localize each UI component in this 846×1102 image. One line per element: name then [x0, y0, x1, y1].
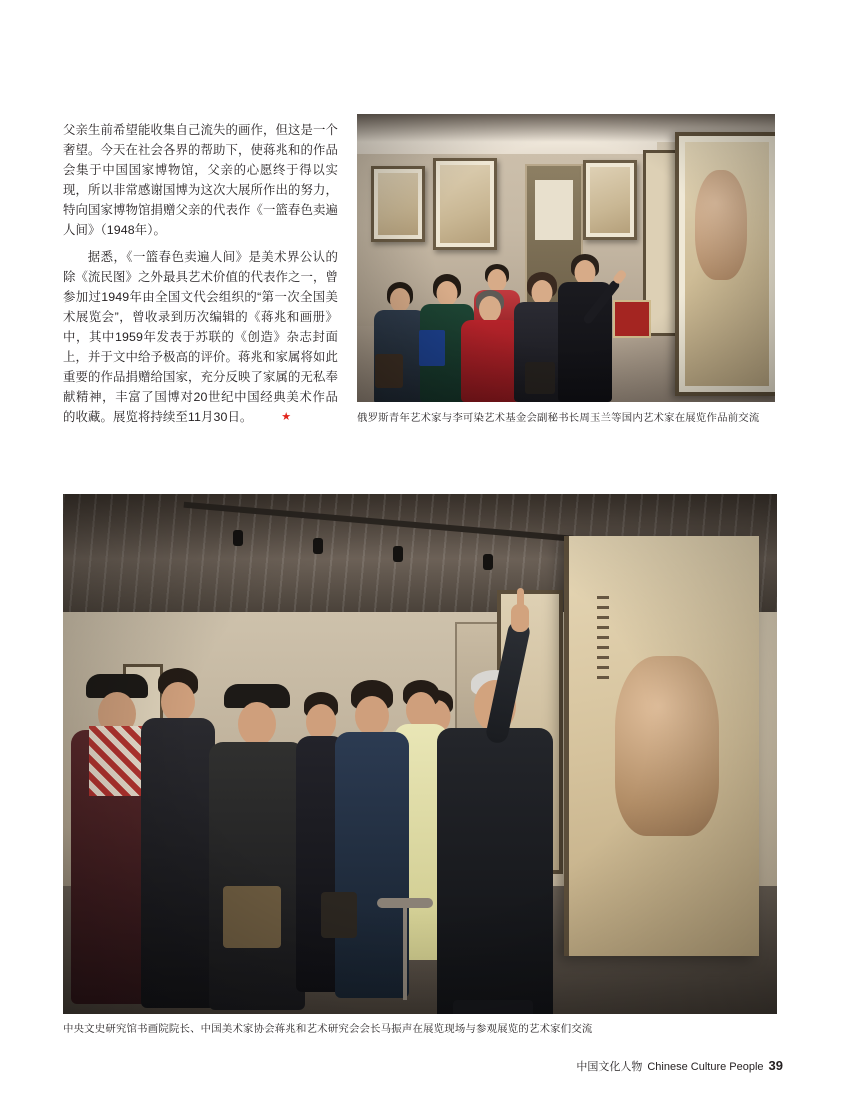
artwork-figure [695, 170, 747, 280]
visitor-head [488, 269, 507, 292]
figure-bottom-photo [63, 494, 777, 1014]
article-paragraph-2-text: 据悉，《一篮春色卖遍人间》是美术界公认的除《流民图》之外最具艺术价值的代表作之一，曾参加过1949年由全国文代会组织的“第一次全国美术展览会”，曾收录到历次编辑的《蒋兆和画册》中，其中1959年发表于苏联的《创造》杂志封面上，并于文中给予极高的评价。蒋兆和家属将如此重要的作品捐赠给国家，充分反映了家属的无私奉献精神，丰富了国博对20世纪中国经典美术作品的收藏。展览将持续至11月30日。 [63, 249, 338, 425]
figure-bottom-caption: 中央文史研究馆书画院院长、中国美术家协会蒋兆和艺术研究会会长马振声在展览现场与参观展览的艺术家们交流 [63, 1024, 593, 1035]
page-footer [576, 1058, 783, 1074]
spotlight-icon [313, 538, 323, 554]
page-number: 39 [768, 1058, 783, 1073]
article-end-mark: ★ [281, 411, 292, 424]
gallery-red-panel [613, 300, 651, 338]
artwork-frame-large [675, 132, 775, 396]
speaker-body [437, 728, 553, 1014]
exhibit-stanchion [403, 904, 407, 1000]
visitor-body [141, 718, 215, 1008]
speaker-hand [511, 604, 529, 632]
bottom-photo-scene [63, 494, 777, 1014]
artwork-calligraphy [597, 596, 609, 686]
article-paragraph-1: 父亲生前希望能收集自己流失的画作，但这是一个奢望。今天在社会各界的帮助下，使蒋兆和的作品会集于中国国家博物馆，父亲的心愿终于得以实现，所以非常感谢国博为这次大展所作出的努力，特向国家博物馆捐赠父亲的代表作《一篮春色卖遍人间》（1948年）。 [63, 123, 338, 238]
visitor-head [390, 288, 410, 312]
shoulder-bag [223, 886, 281, 948]
visitor-head [479, 296, 501, 322]
footer-publication-cn: 中国文化人物 [576, 1061, 643, 1073]
visitor-head [406, 692, 436, 728]
visitor-figure [209, 684, 305, 1010]
figure-top-caption: 俄罗斯青年艺术家与李可染艺术基金会副秘书长周玉兰等国内艺术家在展览作品前交流 [357, 413, 760, 424]
spotlight-icon [393, 546, 403, 562]
spotlight-icon [483, 554, 493, 570]
artwork-scroll-large [564, 536, 759, 956]
visitor-body [461, 320, 519, 402]
artwork-frame-small-1 [371, 166, 425, 242]
artwork-canvas [590, 167, 630, 233]
article-text-column [63, 120, 338, 434]
handbag [375, 354, 403, 388]
blue-portfolio [419, 330, 445, 366]
speaker-figure-pointing [435, 602, 555, 1014]
visitor-head [161, 682, 195, 722]
artwork-canvas [378, 173, 418, 235]
visitor-figure [141, 668, 215, 1008]
visitor-head [355, 696, 389, 736]
visitor-figure [461, 290, 519, 402]
artwork-figure [615, 656, 719, 836]
article-paragraph-2 [63, 247, 338, 429]
handbag [321, 892, 357, 938]
handbag [525, 362, 555, 394]
artwork-canvas [440, 165, 490, 243]
visitor-head [238, 702, 276, 746]
artwork-frame-small-3 [583, 160, 637, 240]
spotlight-icon [233, 530, 243, 546]
visitor-head [306, 704, 336, 740]
visitor-figure [335, 680, 409, 998]
visitor-scarf [89, 726, 145, 796]
visitor-body [209, 742, 305, 1010]
speaker-legs [453, 1000, 533, 1014]
artwork-frame-small-2 [433, 158, 497, 250]
footer-publication-en: Chinese Culture People [647, 1061, 764, 1073]
top-photo-scene [357, 114, 775, 402]
visitor-head [437, 281, 458, 306]
visitor-body [335, 732, 409, 998]
visitor-figure-pointing [557, 254, 613, 402]
figure-top-photo [357, 114, 775, 402]
speaker-pointing-finger [517, 588, 524, 608]
